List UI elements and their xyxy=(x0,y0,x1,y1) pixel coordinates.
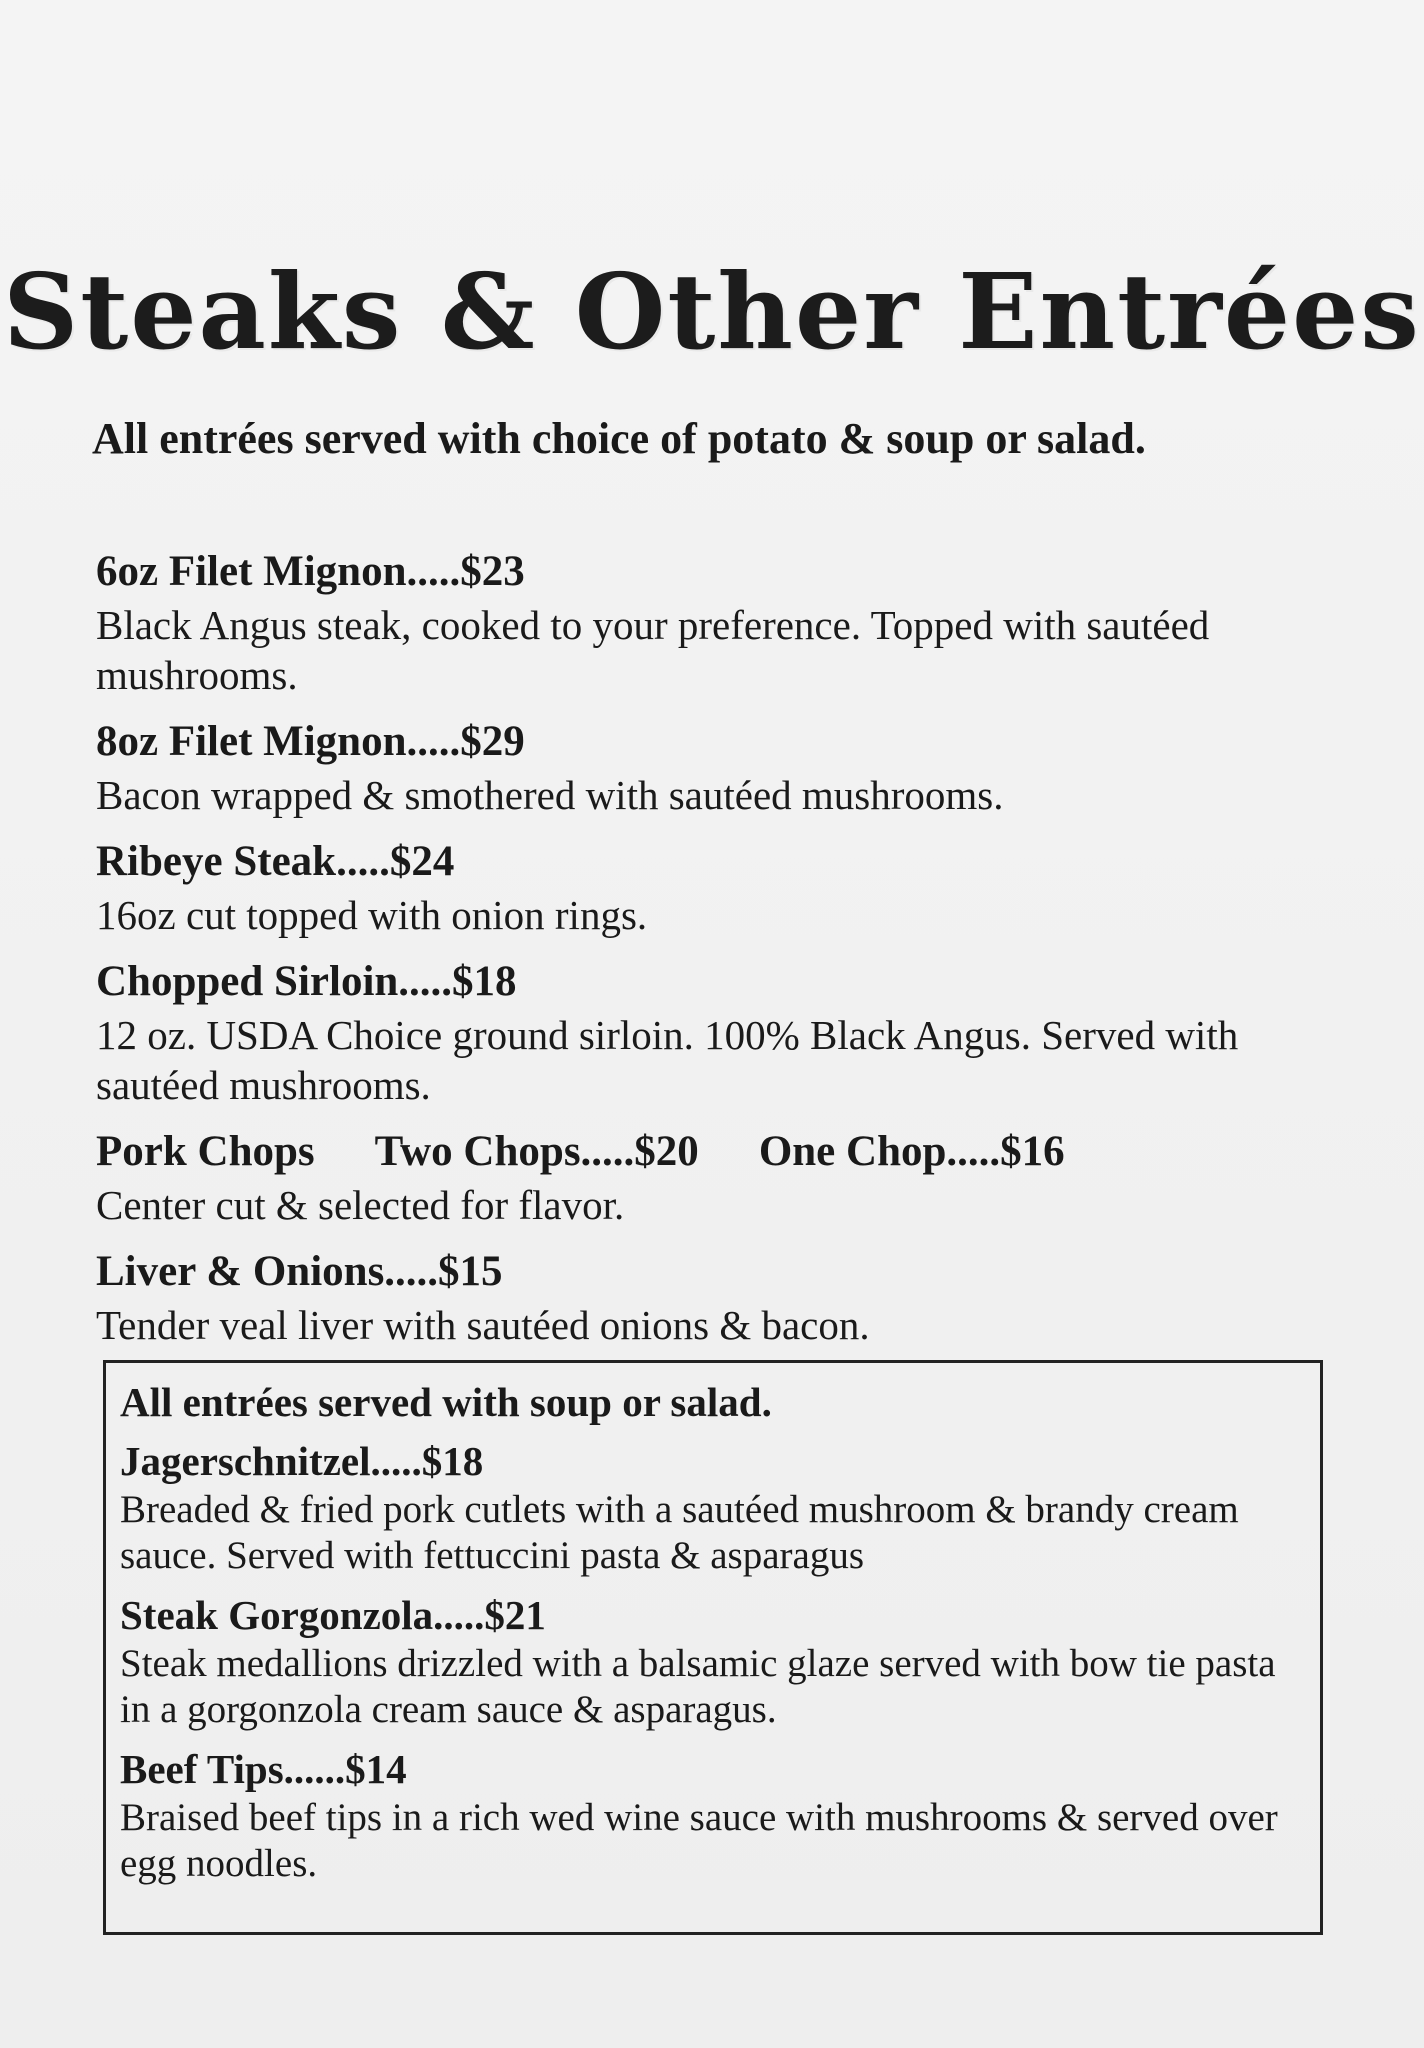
item-name-price: 6oz Filet Mignon.....$23 xyxy=(96,548,525,595)
pork-chops-row xyxy=(96,1124,1306,1180)
one-chop-price: One Chop.....$16 xyxy=(758,1128,1065,1175)
menu-item xyxy=(120,1743,1306,1887)
item-name-price: Liver & Onions.....$15 xyxy=(96,1248,503,1295)
box-intro-note: All entrées served with soup or salad. xyxy=(120,1379,772,1425)
item-description: 12 oz. USDA Choice ground sirloin. 100% Black Angus. Served with sautéed mushrooms. xyxy=(96,1012,1239,1108)
item-description: Black Angus steak, cooked to your preference. Topped with sautéed mushrooms. xyxy=(96,602,1210,698)
pork-chops-name: Pork Chops xyxy=(96,1128,315,1175)
menu-item xyxy=(96,1244,1306,1350)
item-name-price: Beef Tips......$14 xyxy=(120,1746,407,1792)
entree-list xyxy=(96,544,1306,1364)
menu-title: Steaks & Other Entrées xyxy=(3,250,1421,373)
item-description: Bacon wrapped & smothered with sautéed mushrooms. xyxy=(96,772,1004,818)
item-name-price: Jagerschnitzel.....$18 xyxy=(120,1438,484,1484)
intro-note: All entrées served with choice of potato & soup or salad. xyxy=(92,414,1146,463)
menu-item xyxy=(96,714,1306,820)
menu-item xyxy=(120,1589,1306,1733)
item-description: Braised beef tips in a rich wed wine sauce with mushrooms & served over egg noodles. xyxy=(120,1796,1278,1885)
menu-item-pork-chops xyxy=(96,1124,1306,1230)
item-description: Steak medallions drizzled with a balsamic glaze served with bow tie pasta in a gorgonzola cream sauce & asparagus. xyxy=(120,1642,1276,1731)
menu-item xyxy=(120,1435,1306,1579)
item-description: Tender veal liver with sautéed onions & bacon. xyxy=(96,1302,870,1348)
item-name-price: Chopped Sirloin.....$18 xyxy=(96,958,517,1005)
menu-item xyxy=(96,954,1306,1110)
item-name-price: Steak Gorgonzola.....$21 xyxy=(120,1592,546,1638)
item-description: 16oz cut topped with onion rings. xyxy=(96,892,648,938)
menu-item xyxy=(96,834,1306,940)
item-name-price: 8oz Filet Mignon.....$29 xyxy=(96,718,525,765)
item-name-price: Ribeye Steak.....$24 xyxy=(96,838,455,885)
item-description: Center cut & selected for flavor. xyxy=(96,1182,625,1228)
menu-item xyxy=(96,544,1306,700)
boxed-entrees xyxy=(103,1360,1323,1935)
item-description: Breaded & fried pork cutlets with a sautéed mushroom & brandy cream sauce. Served with fettuccini pasta & asparagus xyxy=(120,1488,1239,1577)
two-chops-price: Two Chops.....$20 xyxy=(374,1128,699,1175)
